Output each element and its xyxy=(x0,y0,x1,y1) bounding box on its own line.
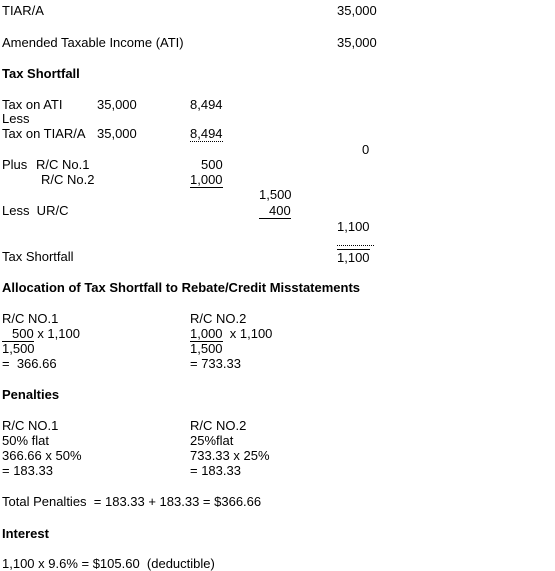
alloc-rc1-title: R/C NO.1 xyxy=(2,311,59,326)
difference-value: 0 xyxy=(362,142,370,157)
tiara-value: 35,000 xyxy=(337,3,377,18)
tiara-label: TIAR/A xyxy=(2,3,44,18)
tax-on-ati-label: Tax on ATI xyxy=(2,97,63,112)
tax-on-tiara-base: 35,000 xyxy=(97,126,137,141)
allocation-heading: Allocation of Tax Shortfall to Rebate/Credit Misstatements xyxy=(2,280,361,295)
rc2-label: R/C No.2 xyxy=(41,172,95,187)
pen-rc1-rate: 50% flat xyxy=(2,433,49,448)
alloc-rc2-title: R/C NO.2 xyxy=(190,311,247,326)
total-penalties: Total Penalties = 183.33 + 183.33 = $366.66 xyxy=(2,494,262,509)
alloc-rc2-result: = 733.33 xyxy=(190,356,241,371)
ati-label: Amended Taxable Income (ATI) xyxy=(2,35,184,50)
less-label: Less xyxy=(2,111,30,126)
alloc-rc2-times: x 1,100 xyxy=(222,326,273,341)
interest-calc: 1,100 x 9.6% = $105.60 (deductible) xyxy=(2,556,215,571)
tax-on-tiara-tax: 8,494 xyxy=(190,126,223,141)
plus-label: Plus xyxy=(2,157,28,172)
alloc-rc2-formula xyxy=(190,326,272,341)
pen-rc2-result: = 183.33 xyxy=(190,463,241,478)
tax-shortfall-value: 1,100 xyxy=(337,250,370,265)
pen-rc1-result: = 183.33 xyxy=(2,463,53,478)
alloc-rc1-result: = 366.66 xyxy=(2,356,57,371)
pen-rc1-calc: 366.66 x 50% xyxy=(2,448,82,463)
pen-rc2-title: R/C NO.2 xyxy=(190,418,247,433)
tax-on-ati-tax: 8,494 xyxy=(190,97,223,112)
tax-shortfall-heading: Tax Shortfall xyxy=(2,66,80,81)
pen-rc2-rate: 25%flat xyxy=(190,433,234,448)
less-urc-label: Less UR/C xyxy=(2,203,69,218)
penalties-heading: Penalties xyxy=(2,387,60,402)
alloc-rc1-denominator: 1,500 xyxy=(2,341,35,356)
rc2-value: 1,000 xyxy=(190,172,223,187)
alloc-rc2-denominator: 1,500 xyxy=(190,341,223,356)
rc1-value: 500 xyxy=(201,157,223,172)
alloc-rc2-numerator: 1,000 xyxy=(190,326,223,341)
net-value: 1,100 xyxy=(337,219,370,234)
rc1-label: R/C No.1 xyxy=(36,157,90,172)
sum-divider xyxy=(337,245,374,246)
rc-subtotal: 1,500 xyxy=(259,187,292,202)
tax-shortfall-label: Tax Shortfall xyxy=(2,249,74,264)
ati-value: 35,000 xyxy=(337,35,377,50)
pen-rc1-title: R/C NO.1 xyxy=(2,418,59,433)
pen-rc2-calc: 733.33 x 25% xyxy=(190,448,270,463)
tax-on-ati-base: 35,000 xyxy=(97,97,137,112)
alloc-rc1-formula xyxy=(2,326,80,341)
alloc-rc1-times: x 1,100 xyxy=(33,326,80,341)
alloc-rc1-numerator: 500 xyxy=(2,326,34,342)
urc-value: 400 xyxy=(259,203,291,219)
tax-on-tiara-label: Tax on TIAR/A xyxy=(2,126,86,141)
interest-heading: Interest xyxy=(2,526,49,541)
